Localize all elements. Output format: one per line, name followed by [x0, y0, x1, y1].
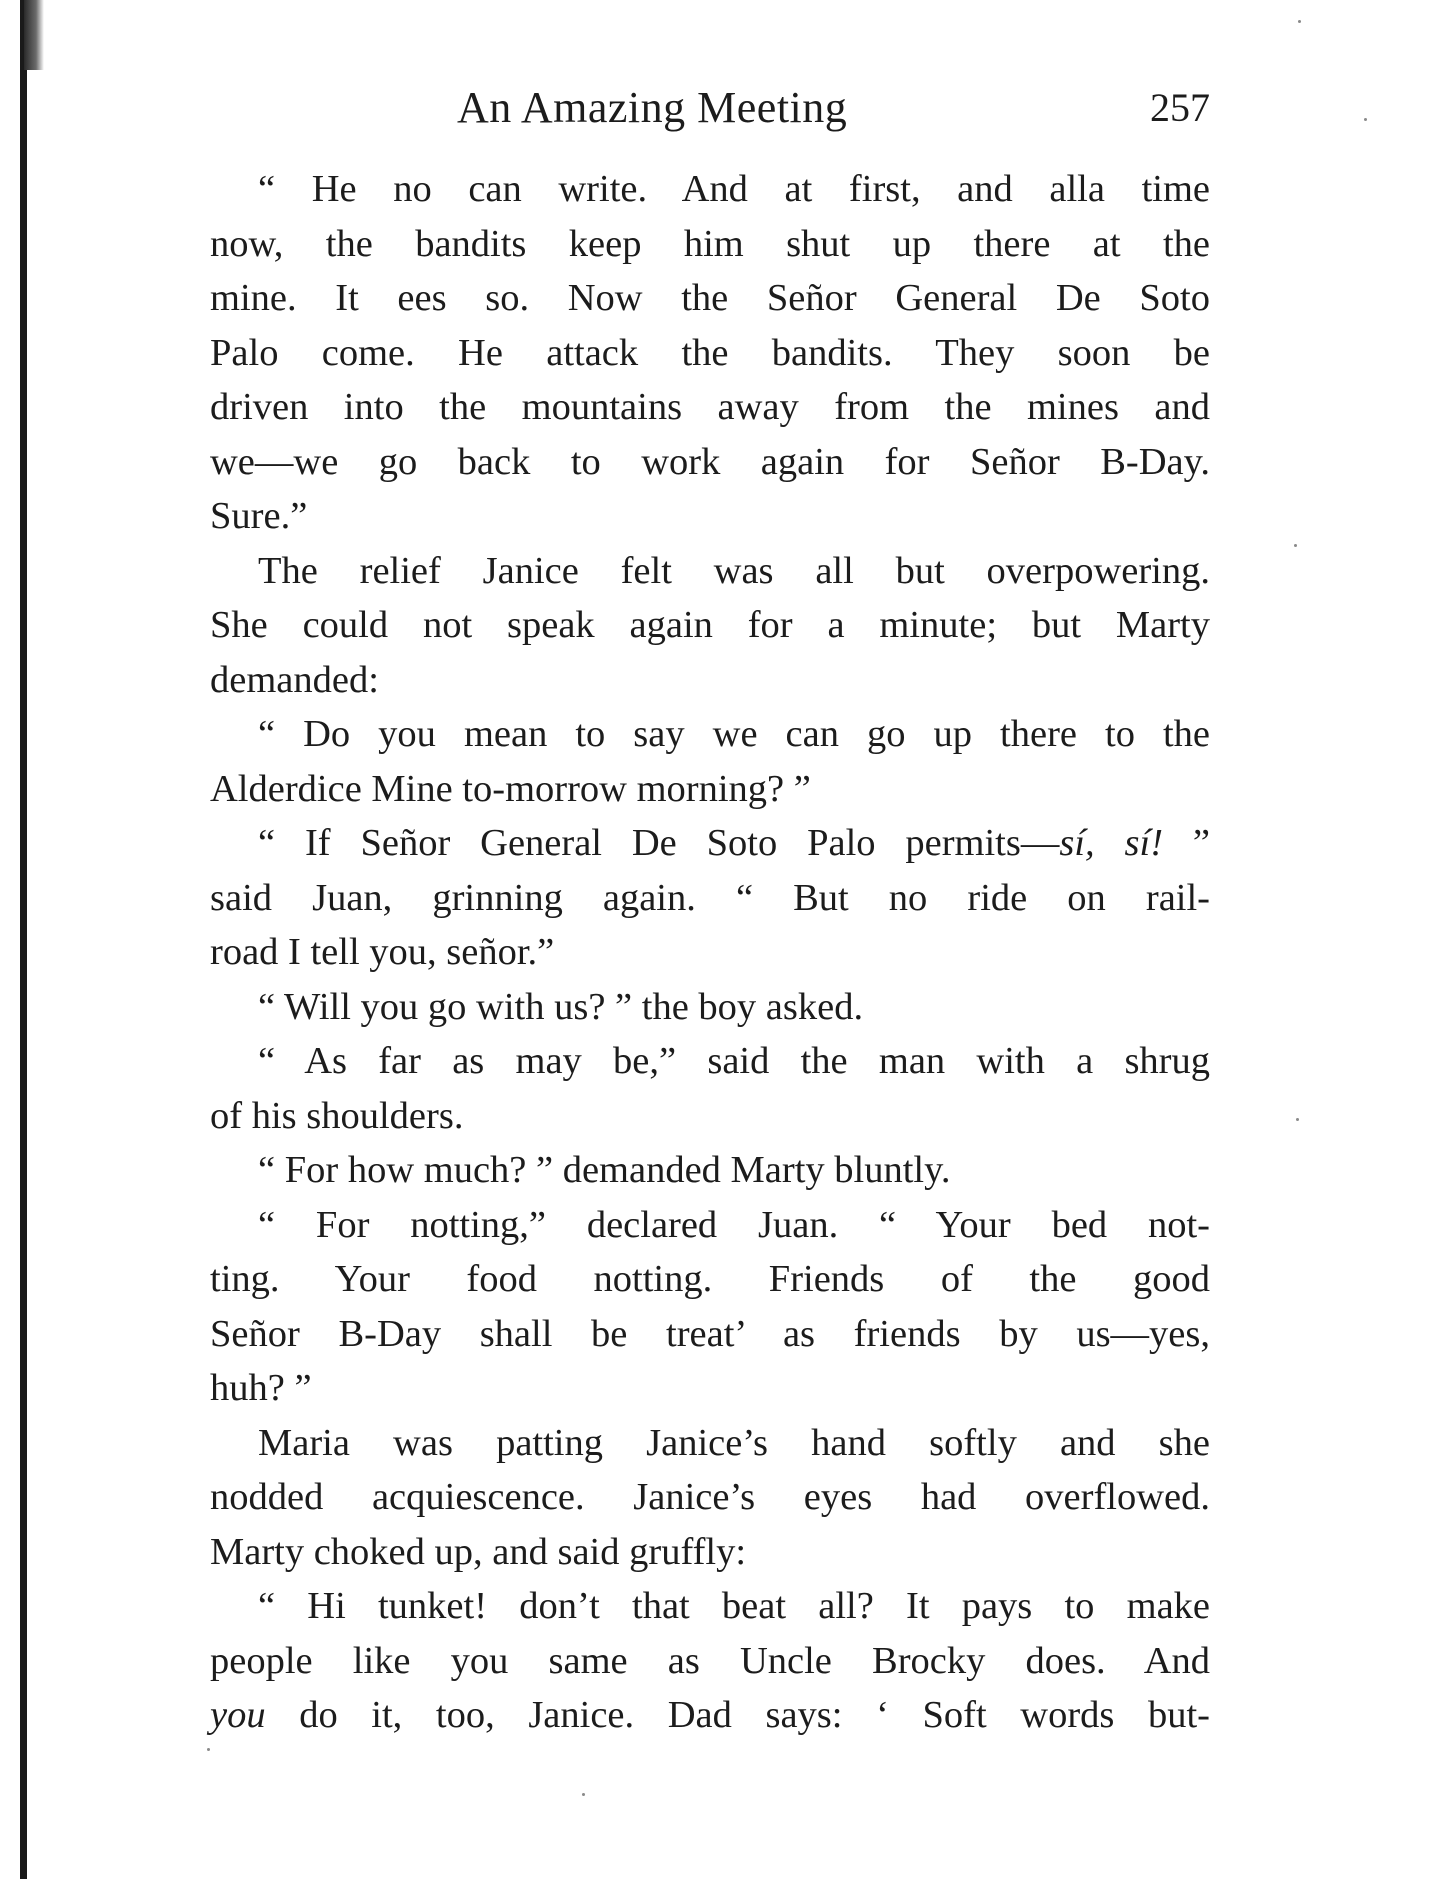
- text-line-15: road I tell you, señor.”: [210, 931, 555, 973]
- text-line-25: nodded acquiescence. Janice’s eyes had overflowed.: [210, 1476, 1210, 1518]
- text-line-26: Marty choked up, and said gruffly:: [210, 1530, 747, 1573]
- text-line-13-start: “ If Señor General De Soto Palo permits—: [258, 822, 1060, 864]
- page-number: 257: [1150, 85, 1210, 130]
- text-line-17: “ As far as may be,” said the man with a shrug: [258, 1040, 1210, 1082]
- emphasis-you: you: [210, 1694, 266, 1736]
- text-line-5: driven into the mountains away from the mines and: [210, 386, 1210, 428]
- text-line-9: She could not speak again for a minute; but Marty: [210, 604, 1210, 646]
- running-title: An Amazing Meeting: [457, 83, 848, 132]
- paper-speck: [582, 1793, 585, 1796]
- page-body: [210, 162, 1210, 1743]
- page-corner-shadow: [24, 0, 44, 70]
- text-line-16: “ Will you go with us? ” the boy asked.: [258, 985, 864, 1028]
- page-binding-edge: [20, 0, 27, 1879]
- text-line-7: Sure.”: [210, 495, 308, 537]
- paper-speck: [207, 1748, 210, 1751]
- text-line-24: Maria was patting Janice’s hand softly and she: [258, 1421, 1210, 1464]
- text-line-19: “ For how much? ” demanded Marty bluntly.: [258, 1149, 951, 1191]
- text-line-23: huh? ”: [210, 1367, 312, 1409]
- text-line-13: [210, 816, 1210, 871]
- text-line-20: “ For notting,” declared Juan. “ Your bed not-: [258, 1203, 1210, 1246]
- text-line-4: Palo come. He attack the bandits. They soon be: [210, 331, 1210, 374]
- text-line-3: mine. It ees so. Now the Señor General De Soto: [210, 277, 1210, 319]
- text-line-21: ting. Your food notting. Friends of the good: [210, 1258, 1210, 1300]
- text-line-6: we—we go back to work again for Señor B-Day.: [210, 440, 1210, 483]
- text-line-10: demanded:: [210, 658, 379, 701]
- paper-speck: [1298, 20, 1301, 23]
- page-header: [210, 78, 1210, 138]
- text-line-2: now, the bandits keep him shut up there at the: [210, 222, 1210, 265]
- paper-speck: [1296, 1118, 1299, 1121]
- text-line-28: people like you same as Uncle Brocky does. And: [210, 1639, 1210, 1682]
- text-line-8: The relief Janice felt was all but overpowering.: [258, 549, 1210, 592]
- text-line-14: said Juan, grinning again. “ But no ride on rail-: [210, 876, 1210, 919]
- text-line-1: “ He no can write. And at first, and alla time: [258, 168, 1210, 210]
- paper-speck: [1294, 544, 1297, 547]
- text-line-18: of his shoulders.: [210, 1094, 464, 1137]
- text-line-12: Alderdice Mine to-morrow morning? ”: [210, 767, 811, 810]
- text-line-29: [210, 1688, 1210, 1743]
- text-line-22: Señor B-Day shall be treat’ as friends by us—yes,: [210, 1312, 1210, 1355]
- text-line-13-end: ”: [1163, 822, 1210, 864]
- text-line-29-rest: do it, too, Janice. Dad says: ‘ Soft words but-: [265, 1694, 1210, 1736]
- text-line-27: “ Hi tunket! don’t that beat all? It pays to make: [258, 1585, 1210, 1627]
- emphasis-si-si: sí, sí!: [1059, 822, 1164, 864]
- paper-speck: [1364, 118, 1367, 121]
- text-line-11: “ Do you mean to say we can go up there to the: [258, 713, 1210, 755]
